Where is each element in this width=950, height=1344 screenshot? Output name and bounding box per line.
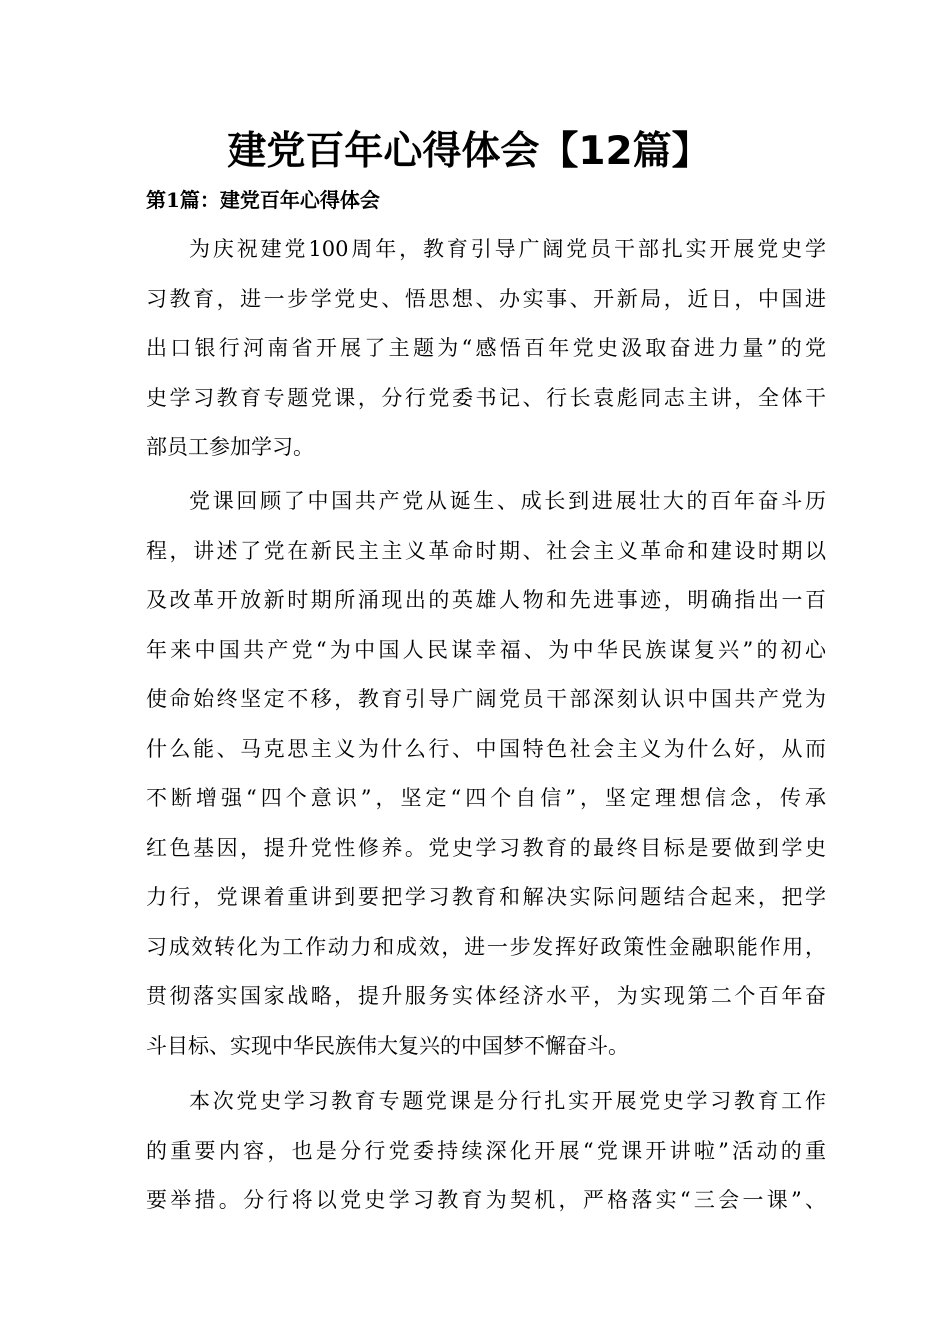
paragraph-line: 红色基因，提升党性修养。党史学习教育的最终目标是要做到学史 <box>146 835 826 860</box>
paragraph-line: 史学习教育专题党课，分行党委书记、行长袁彪同志主讲，全体干 <box>146 385 826 410</box>
document-title: 建党百年心得体会【12篇】 <box>227 129 711 174</box>
paragraph-line: 部员工参加学习。 <box>146 435 314 459</box>
paragraph-line: 要举措。分行将以党史学习教育为契机，严格落实“三会一课”、 <box>146 1188 826 1212</box>
paragraph-line: 力行，党课着重讲到要把学习教育和解决实际问题结合起来，把学 <box>146 885 826 909</box>
paragraph-2 <box>146 477 826 1071</box>
paragraph-line: 不断增强“四个意识”，坚定“四个自信”，坚定理想信念，传承 <box>146 786 826 810</box>
paragraph-line: 及改革开放新时期所涌现出的英雄人物和先进事迹，明确指出一百 <box>146 588 826 612</box>
paragraph-line: 年来中国共产党“为中国人民谋幸福、为中华民族谋复兴”的初心 <box>146 637 826 662</box>
paragraph-1 <box>146 225 826 473</box>
paragraph-line: 习成效转化为工作动力和成效，进一步发挥好政策性金融职能作用， <box>146 934 826 959</box>
paragraph-3 <box>146 1077 826 1226</box>
paragraph-line: 出口银行河南省开展了主题为“感悟百年党史汲取奋进力量”的党 <box>146 336 826 360</box>
paragraph-line: 程，讲述了党在新民主主义革命时期、社会主义革命和建设时期以 <box>146 538 826 563</box>
paragraph-line: 的重要内容，也是分行党委持续深化开展“党课开讲啦”活动的重 <box>146 1138 826 1163</box>
paragraph-line: 使命始终坚定不移，教育引导广阔党员干部深刻认识中国共产党为 <box>146 687 826 711</box>
paragraph-line: 为庆祝建党100周年，教育引导广阔党员干部扎实开展党史学 <box>189 237 826 261</box>
section-heading: 第1篇：建党百年心得体会 <box>146 188 380 212</box>
paragraph-line: 党课回顾了中国共产党从诞生、成长到进展壮大的百年奋斗历 <box>189 489 826 513</box>
paragraph-line: 本次党史学习教育专题党课是分行扎实开展党史学习教育工作 <box>189 1089 826 1113</box>
paragraph-line: 斗目标、实现中华民族伟大复兴的中国梦不懈奋斗。 <box>146 1033 629 1058</box>
paragraph-line: 什么能、马克思主义为什么行、中国特色社会主义为什么好，从而 <box>146 736 826 761</box>
paragraph-line: 贯彻落实国家战略，提升服务实体经济水平，为实现第二个百年奋 <box>146 984 826 1008</box>
paragraph-line: 习教育，进一步学党史、悟思想、办实事、开新局，近日，中国进 <box>146 286 826 311</box>
